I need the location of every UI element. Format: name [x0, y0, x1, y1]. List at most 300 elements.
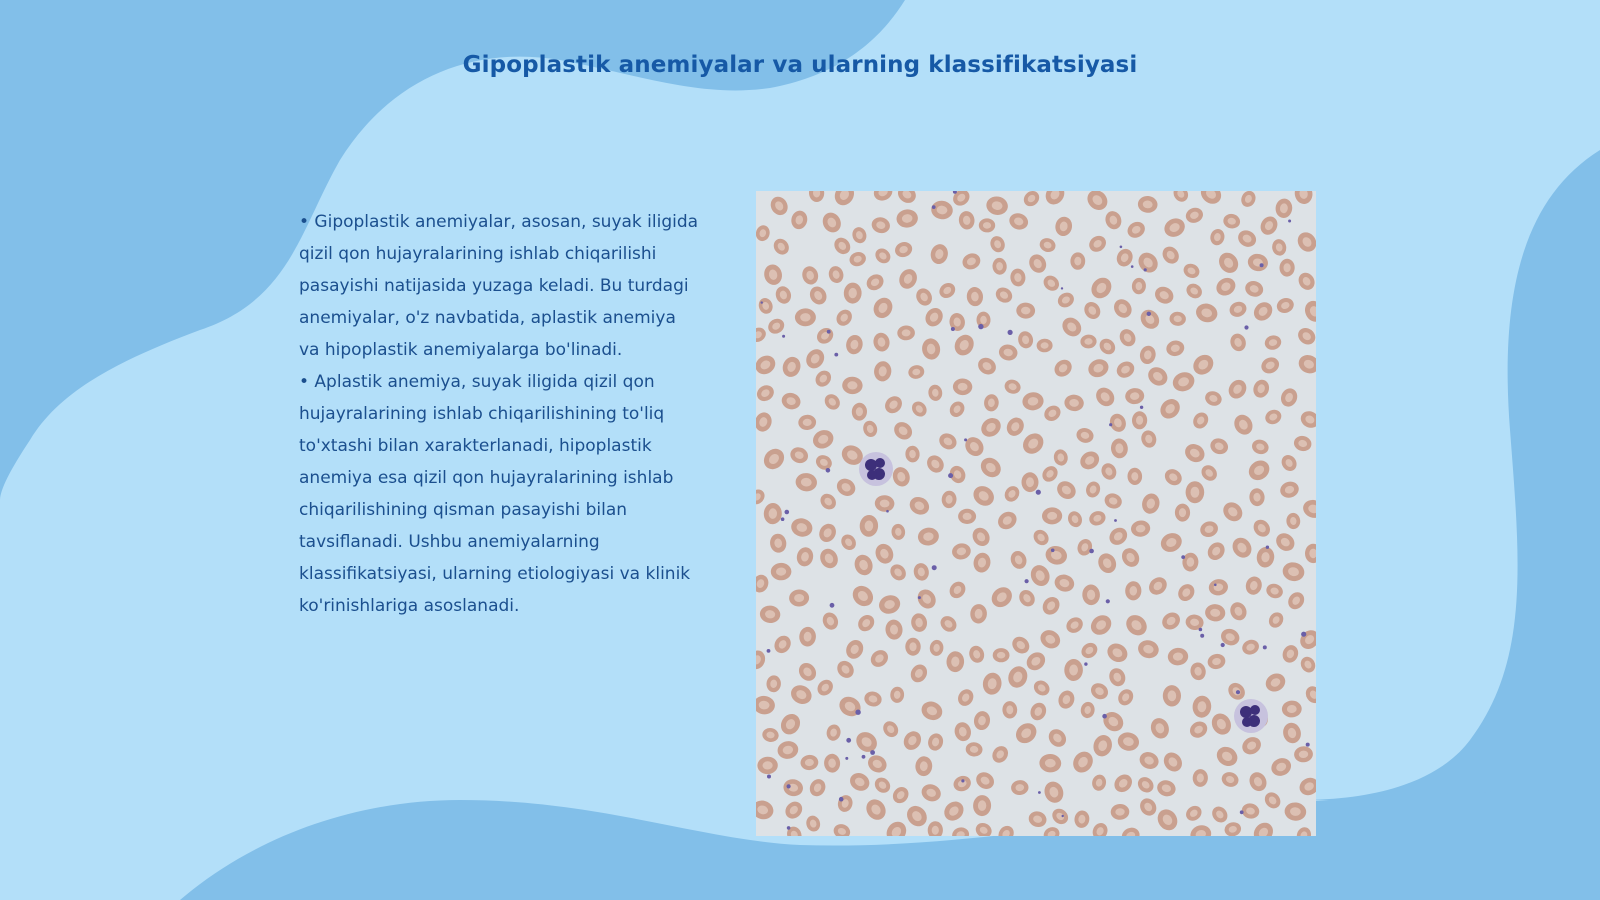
- red-blood-cell: [1127, 468, 1142, 486]
- slide-title: Gipoplastik anemiyalar va ularning klassifikatsiyasi: [462, 52, 1138, 78]
- red-blood-cell: [946, 651, 965, 673]
- red-blood-cell: [1119, 825, 1142, 836]
- red-blood-cell: [1104, 640, 1131, 666]
- red-blood-cell: [1010, 779, 1029, 795]
- red-blood-cell: [1009, 633, 1033, 657]
- red-blood-cell: [776, 739, 800, 760]
- red-blood-cell: [870, 215, 892, 235]
- red-blood-cell: [895, 191, 920, 206]
- red-blood-cell: [981, 672, 1002, 696]
- red-blood-cell: [1069, 748, 1096, 776]
- red-blood-cell: [849, 582, 878, 611]
- red-blood-cell: [788, 445, 810, 466]
- red-blood-cell: [989, 743, 1011, 766]
- red-blood-cell: [863, 690, 883, 709]
- red-blood-cell: [1086, 233, 1109, 255]
- red-blood-cell: [1259, 354, 1282, 376]
- red-blood-cell: [1175, 581, 1198, 604]
- red-blood-cell: [1095, 550, 1119, 576]
- red-blood-cell: [893, 240, 914, 260]
- red-blood-cell: [1170, 369, 1197, 394]
- red-blood-cell: [843, 282, 862, 304]
- red-blood-cell: [1165, 339, 1186, 358]
- platelet: [782, 335, 785, 338]
- red-blood-cell: [1135, 774, 1157, 796]
- platelet: [1120, 246, 1123, 249]
- red-blood-cell: [1190, 410, 1211, 432]
- platelet: [1263, 645, 1267, 649]
- red-blood-cell: [810, 427, 837, 452]
- red-blood-cell: [1250, 438, 1270, 457]
- red-blood-cell: [1293, 191, 1314, 205]
- red-blood-cell: [1155, 778, 1177, 798]
- red-blood-cell: [1284, 801, 1307, 821]
- red-blood-cell: [903, 802, 931, 830]
- red-blood-cell: [1255, 546, 1275, 569]
- red-blood-cell: [1039, 753, 1062, 773]
- red-blood-cell: [890, 686, 905, 703]
- red-blood-cell: [842, 376, 863, 394]
- red-blood-cell: [940, 798, 967, 825]
- red-blood-cell: [995, 823, 1016, 836]
- red-blood-cell: [774, 284, 794, 305]
- red-blood-cell: [1302, 298, 1316, 325]
- red-blood-cell: [1183, 803, 1204, 824]
- red-blood-cell: [807, 776, 828, 798]
- red-blood-cell: [1131, 277, 1146, 294]
- red-blood-cell: [1278, 386, 1300, 409]
- red-blood-cell: [1281, 721, 1303, 745]
- red-blood-cell: [1110, 804, 1129, 821]
- red-blood-cell: [1086, 356, 1112, 380]
- red-blood-cell: [789, 516, 814, 539]
- red-blood-cell: [1262, 789, 1284, 811]
- red-blood-cell: [1278, 479, 1301, 500]
- red-blood-cell: [1066, 509, 1085, 529]
- platelet: [1025, 579, 1029, 583]
- red-blood-cell: [855, 612, 878, 635]
- red-blood-cell: [1028, 700, 1049, 723]
- red-blood-cell: [1087, 611, 1115, 639]
- red-blood-cell: [929, 242, 950, 265]
- red-blood-cell: [803, 346, 828, 372]
- red-blood-cell: [1002, 701, 1017, 719]
- red-blood-cell: [1161, 215, 1188, 240]
- red-blood-cell: [832, 822, 853, 836]
- red-blood-cell: [1075, 426, 1095, 445]
- red-blood-cell: [1087, 274, 1115, 303]
- platelet: [787, 826, 791, 830]
- red-blood-cell: [896, 266, 920, 292]
- red-blood-cell: [1298, 654, 1316, 675]
- red-blood-cell: [756, 695, 776, 716]
- red-blood-cell: [833, 307, 855, 329]
- red-blood-cell: [1227, 299, 1248, 319]
- red-blood-cell: [1052, 448, 1069, 467]
- red-blood-cell: [1088, 680, 1111, 702]
- red-blood-cell: [1305, 544, 1316, 563]
- red-blood-cell: [872, 245, 893, 266]
- red-blood-cell: [822, 391, 843, 413]
- red-blood-cell: [1130, 519, 1151, 538]
- red-blood-cell: [1249, 488, 1266, 507]
- red-blood-cell: [1263, 407, 1284, 427]
- red-blood-cell: [1184, 281, 1205, 302]
- red-blood-cell: [919, 698, 946, 723]
- red-blood-cell: [1189, 351, 1217, 379]
- red-blood-cell: [756, 352, 779, 378]
- red-blood-cell: [1039, 463, 1061, 485]
- red-blood-cell: [951, 331, 977, 359]
- red-blood-cell: [921, 337, 942, 360]
- red-blood-cell: [909, 399, 930, 420]
- red-blood-cell: [1279, 259, 1295, 277]
- red-blood-cell: [972, 551, 992, 574]
- platelet: [846, 738, 851, 743]
- red-blood-cell: [771, 563, 792, 581]
- red-blood-cell: [969, 525, 993, 550]
- red-blood-cell: [825, 723, 842, 742]
- red-blood-cell: [1206, 652, 1227, 671]
- red-blood-cell: [1229, 534, 1256, 561]
- platelet: [1109, 423, 1112, 426]
- platelet: [951, 327, 955, 331]
- red-blood-cell: [763, 503, 782, 525]
- red-blood-cell: [1054, 478, 1080, 503]
- red-blood-cell: [814, 677, 836, 699]
- platelet: [1200, 634, 1204, 638]
- red-blood-cell: [817, 546, 841, 572]
- red-blood-cell: [1250, 298, 1276, 324]
- red-blood-cell: [756, 572, 771, 594]
- red-blood-cell: [1052, 572, 1076, 594]
- red-blood-cell: [795, 472, 818, 492]
- red-blood-cell: [836, 793, 855, 813]
- red-blood-cell: [1286, 512, 1301, 530]
- red-blood-cell: [1280, 643, 1301, 665]
- red-blood-cell: [1243, 279, 1265, 299]
- red-blood-cell: [970, 604, 988, 625]
- red-blood-cell: [844, 333, 864, 355]
- red-blood-cell: [948, 312, 966, 332]
- red-blood-cell: [1041, 273, 1063, 294]
- red-blood-cell: [1137, 795, 1160, 818]
- platelet: [839, 797, 844, 802]
- red-blood-cell: [1292, 434, 1313, 453]
- platelet: [1306, 743, 1310, 747]
- red-blood-cell: [769, 533, 788, 554]
- red-blood-cell: [1059, 314, 1085, 340]
- red-blood-cell: [1246, 252, 1269, 273]
- red-blood-cell: [1082, 584, 1101, 605]
- red-blood-cell: [985, 195, 1009, 217]
- red-blood-cell: [762, 263, 784, 287]
- red-blood-cell: [1274, 198, 1293, 219]
- red-blood-cell: [953, 378, 973, 395]
- red-blood-cell: [1103, 209, 1124, 232]
- red-blood-cell: [1016, 587, 1038, 609]
- red-blood-cell: [1114, 358, 1138, 381]
- red-blood-cell: [919, 781, 943, 804]
- red-blood-cell: [756, 798, 776, 822]
- red-blood-cell: [1240, 637, 1261, 657]
- red-blood-cell: [1007, 211, 1030, 232]
- platelet: [1106, 599, 1110, 603]
- platelet: [1062, 815, 1064, 817]
- red-blood-cell: [852, 728, 881, 756]
- platelet: [961, 779, 964, 782]
- red-blood-cell: [814, 325, 837, 347]
- red-blood-cell: [1213, 743, 1241, 770]
- red-blood-cell: [924, 452, 948, 476]
- red-blood-cell: [848, 250, 868, 268]
- bullet-paragraph-1: • Gipoplastik anemiyalar, asosan, suyak iligida qizil qon hujayralarining ishlab chiqarilishi pasayishi natijasida yuzaga keladi. Bu turdagi anemiyalar, o'z navbatida, aplastik anemiya va hipoplastik anemiyalarga bo'linadi.: [299, 212, 699, 360]
- red-blood-cell: [1156, 395, 1183, 422]
- platelet: [1240, 810, 1244, 814]
- red-blood-cell: [1208, 710, 1234, 738]
- red-blood-cell: [1037, 627, 1063, 652]
- red-blood-cell: [1080, 334, 1097, 349]
- red-blood-cell: [960, 251, 983, 272]
- red-blood-cell: [838, 532, 859, 553]
- red-blood-cell: [1204, 539, 1228, 563]
- red-blood-cell: [1171, 191, 1191, 204]
- red-blood-cell: [880, 718, 901, 740]
- red-blood-cell: [1064, 394, 1085, 412]
- red-blood-cell: [1182, 440, 1208, 465]
- red-blood-cell: [824, 753, 841, 773]
- platelet: [1061, 287, 1063, 289]
- red-blood-cell: [992, 257, 1008, 275]
- red-blood-cell: [1159, 243, 1182, 267]
- red-blood-cell: [877, 593, 903, 617]
- red-blood-cell: [862, 796, 889, 824]
- red-blood-cell: [756, 382, 777, 404]
- red-blood-cell: [1137, 306, 1163, 333]
- red-blood-cell: [1303, 683, 1316, 706]
- red-blood-cell: [865, 752, 890, 776]
- red-blood-cell: [905, 445, 920, 463]
- red-blood-cell: [1064, 659, 1083, 682]
- red-blood-cell: [941, 490, 957, 509]
- red-blood-cell: [993, 285, 1015, 306]
- platelet: [870, 750, 875, 755]
- white-blood-cell: [859, 452, 893, 486]
- red-blood-cell: [1140, 492, 1162, 516]
- red-blood-cell: [1298, 408, 1316, 431]
- red-blood-cell: [1262, 670, 1288, 695]
- red-blood-cell: [983, 394, 999, 412]
- red-blood-cell: [927, 384, 943, 402]
- red-blood-cell: [1135, 249, 1162, 277]
- red-blood-cell: [967, 644, 986, 665]
- red-blood-cell: [1235, 227, 1259, 250]
- red-blood-cell: [1084, 480, 1102, 500]
- red-blood-cell: [1125, 219, 1148, 241]
- red-blood-cell: [1042, 191, 1068, 208]
- red-blood-cell: [1189, 661, 1207, 681]
- platelet: [1114, 519, 1117, 522]
- platelet: [781, 517, 785, 521]
- red-blood-cell: [1208, 436, 1230, 457]
- red-blood-cell: [1208, 578, 1229, 596]
- red-blood-cell: [872, 541, 896, 566]
- red-blood-cell: [809, 191, 825, 202]
- red-blood-cell: [804, 814, 821, 833]
- red-blood-cell: [882, 393, 906, 417]
- red-blood-cell: [1110, 296, 1135, 321]
- red-blood-cell: [1215, 249, 1242, 277]
- red-blood-cell: [1091, 773, 1108, 792]
- red-blood-cell: [1275, 296, 1296, 316]
- red-blood-cell: [1002, 483, 1022, 504]
- red-blood-cell: [1070, 252, 1085, 270]
- platelet: [862, 755, 866, 759]
- red-blood-cell: [946, 578, 968, 601]
- red-blood-cell: [1301, 497, 1316, 520]
- red-blood-cell: [1296, 352, 1316, 377]
- red-blood-cell: [1285, 589, 1307, 612]
- red-blood-cell: [936, 280, 958, 301]
- red-blood-cell: [890, 784, 912, 806]
- red-blood-cell: [1012, 719, 1041, 747]
- red-blood-cell: [970, 482, 998, 510]
- red-blood-cell: [1163, 685, 1182, 707]
- platelet: [1147, 312, 1151, 316]
- red-blood-cell: [1124, 387, 1145, 405]
- red-blood-cell: [795, 546, 815, 568]
- red-blood-cell: [1223, 821, 1242, 836]
- red-blood-cell: [917, 526, 940, 547]
- red-blood-cell: [953, 721, 973, 743]
- red-blood-cell: [1175, 503, 1191, 521]
- red-blood-cell: [872, 331, 891, 353]
- red-blood-cell: [836, 693, 864, 720]
- red-blood-cell: [1044, 544, 1069, 567]
- red-blood-cell: [1250, 516, 1273, 540]
- platelet: [827, 330, 831, 334]
- red-blood-cell: [885, 619, 904, 641]
- red-blood-cell: [1145, 363, 1171, 389]
- red-blood-cell: [951, 773, 973, 793]
- red-blood-cell: [1297, 775, 1316, 799]
- red-blood-cell: [914, 586, 939, 612]
- red-blood-cell: [831, 234, 853, 257]
- red-blood-cell: [1038, 236, 1057, 254]
- red-blood-cell: [1271, 238, 1288, 257]
- red-blood-cell: [1008, 549, 1029, 572]
- platelet: [1244, 325, 1248, 329]
- red-blood-cell: [771, 236, 792, 258]
- red-blood-cell: [1138, 344, 1157, 365]
- red-blood-cell: [1042, 507, 1063, 525]
- red-blood-cell: [1263, 334, 1283, 352]
- red-blood-cell: [1063, 614, 1085, 636]
- red-blood-cell: [922, 305, 946, 330]
- red-blood-cell: [1219, 498, 1246, 525]
- red-blood-cell: [852, 552, 876, 578]
- red-blood-cell: [947, 399, 968, 420]
- red-blood-cell: [1251, 378, 1271, 400]
- platelet: [845, 757, 848, 760]
- platelet: [948, 473, 953, 478]
- bullet-paragraph-2: • Aplastik anemiya, suyak iligida qizil qon hujayralarining ishlab chiqarilishining to'liq to'xtashi bilan xarakterlanadi, hipoplastik anemiya esa qizil qon hujayralarining ishlab chiqarilishining qisman pasayishi bilan tavsiflanadi. Ushbu anemiyalarning klassifikatsiyasi, ularning etiologiyasi va klinik ko'rinishlariga asoslanadi.: [299, 372, 691, 616]
- red-blood-cell: [908, 662, 931, 686]
- red-blood-cell: [1091, 733, 1115, 759]
- red-blood-cell: [1027, 809, 1049, 829]
- red-blood-cell: [1209, 228, 1226, 247]
- red-blood-cell: [1160, 749, 1186, 775]
- red-blood-cell: [883, 818, 911, 836]
- platelet: [1051, 549, 1055, 553]
- red-blood-cell: [1204, 603, 1226, 622]
- platelet: [1236, 690, 1240, 694]
- red-blood-cell: [1181, 261, 1202, 280]
- red-blood-cell: [1279, 452, 1300, 474]
- red-blood-cell: [1019, 429, 1048, 458]
- red-blood-cell: [871, 191, 895, 204]
- red-blood-cell: [955, 686, 976, 708]
- red-blood-cell: [1159, 609, 1184, 633]
- red-blood-cell: [782, 778, 804, 798]
- red-blood-cell: [937, 613, 959, 635]
- red-blood-cell: [936, 430, 959, 452]
- red-blood-cell: [978, 414, 1005, 440]
- platelet: [1008, 330, 1013, 335]
- red-blood-cell: [1036, 338, 1053, 352]
- red-blood-cell: [872, 774, 894, 795]
- red-blood-cell: [859, 515, 879, 538]
- red-blood-cell: [1021, 391, 1044, 411]
- red-blood-cell: [847, 770, 873, 795]
- red-blood-cell: [975, 354, 999, 377]
- red-blood-cell: [761, 727, 779, 743]
- red-blood-cell: [1021, 191, 1043, 209]
- red-blood-cell: [819, 209, 844, 235]
- red-blood-cell: [915, 756, 933, 777]
- platelet: [932, 565, 937, 570]
- red-blood-cell: [1136, 638, 1161, 661]
- red-blood-cell: [1192, 769, 1208, 788]
- red-blood-cell: [1295, 325, 1316, 348]
- red-blood-cell: [887, 561, 909, 583]
- red-blood-cell: [907, 494, 933, 518]
- red-blood-cell: [1266, 610, 1286, 631]
- platelet: [978, 324, 983, 329]
- red-blood-cell: [1169, 311, 1187, 326]
- red-blood-cell: [1045, 726, 1069, 751]
- red-blood-cell: [896, 208, 919, 228]
- red-blood-cell: [1145, 574, 1170, 599]
- red-blood-cell: [1079, 701, 1095, 719]
- platelet: [834, 353, 838, 357]
- red-blood-cell: [973, 769, 997, 792]
- red-blood-cell: [1239, 734, 1264, 758]
- red-blood-cell: [1197, 191, 1225, 208]
- red-blood-cell: [813, 452, 834, 472]
- red-blood-cell: [1246, 769, 1269, 794]
- red-blood-cell: [1106, 524, 1131, 548]
- red-blood-cell: [900, 728, 924, 753]
- red-blood-cell: [1055, 290, 1076, 311]
- platelet: [1102, 714, 1107, 719]
- platelet: [1131, 265, 1134, 268]
- red-blood-cell: [897, 325, 915, 341]
- red-blood-cell: [998, 343, 1019, 362]
- red-blood-cell: [760, 445, 788, 474]
- red-blood-cell: [766, 675, 782, 693]
- red-blood-cell: [1148, 715, 1172, 741]
